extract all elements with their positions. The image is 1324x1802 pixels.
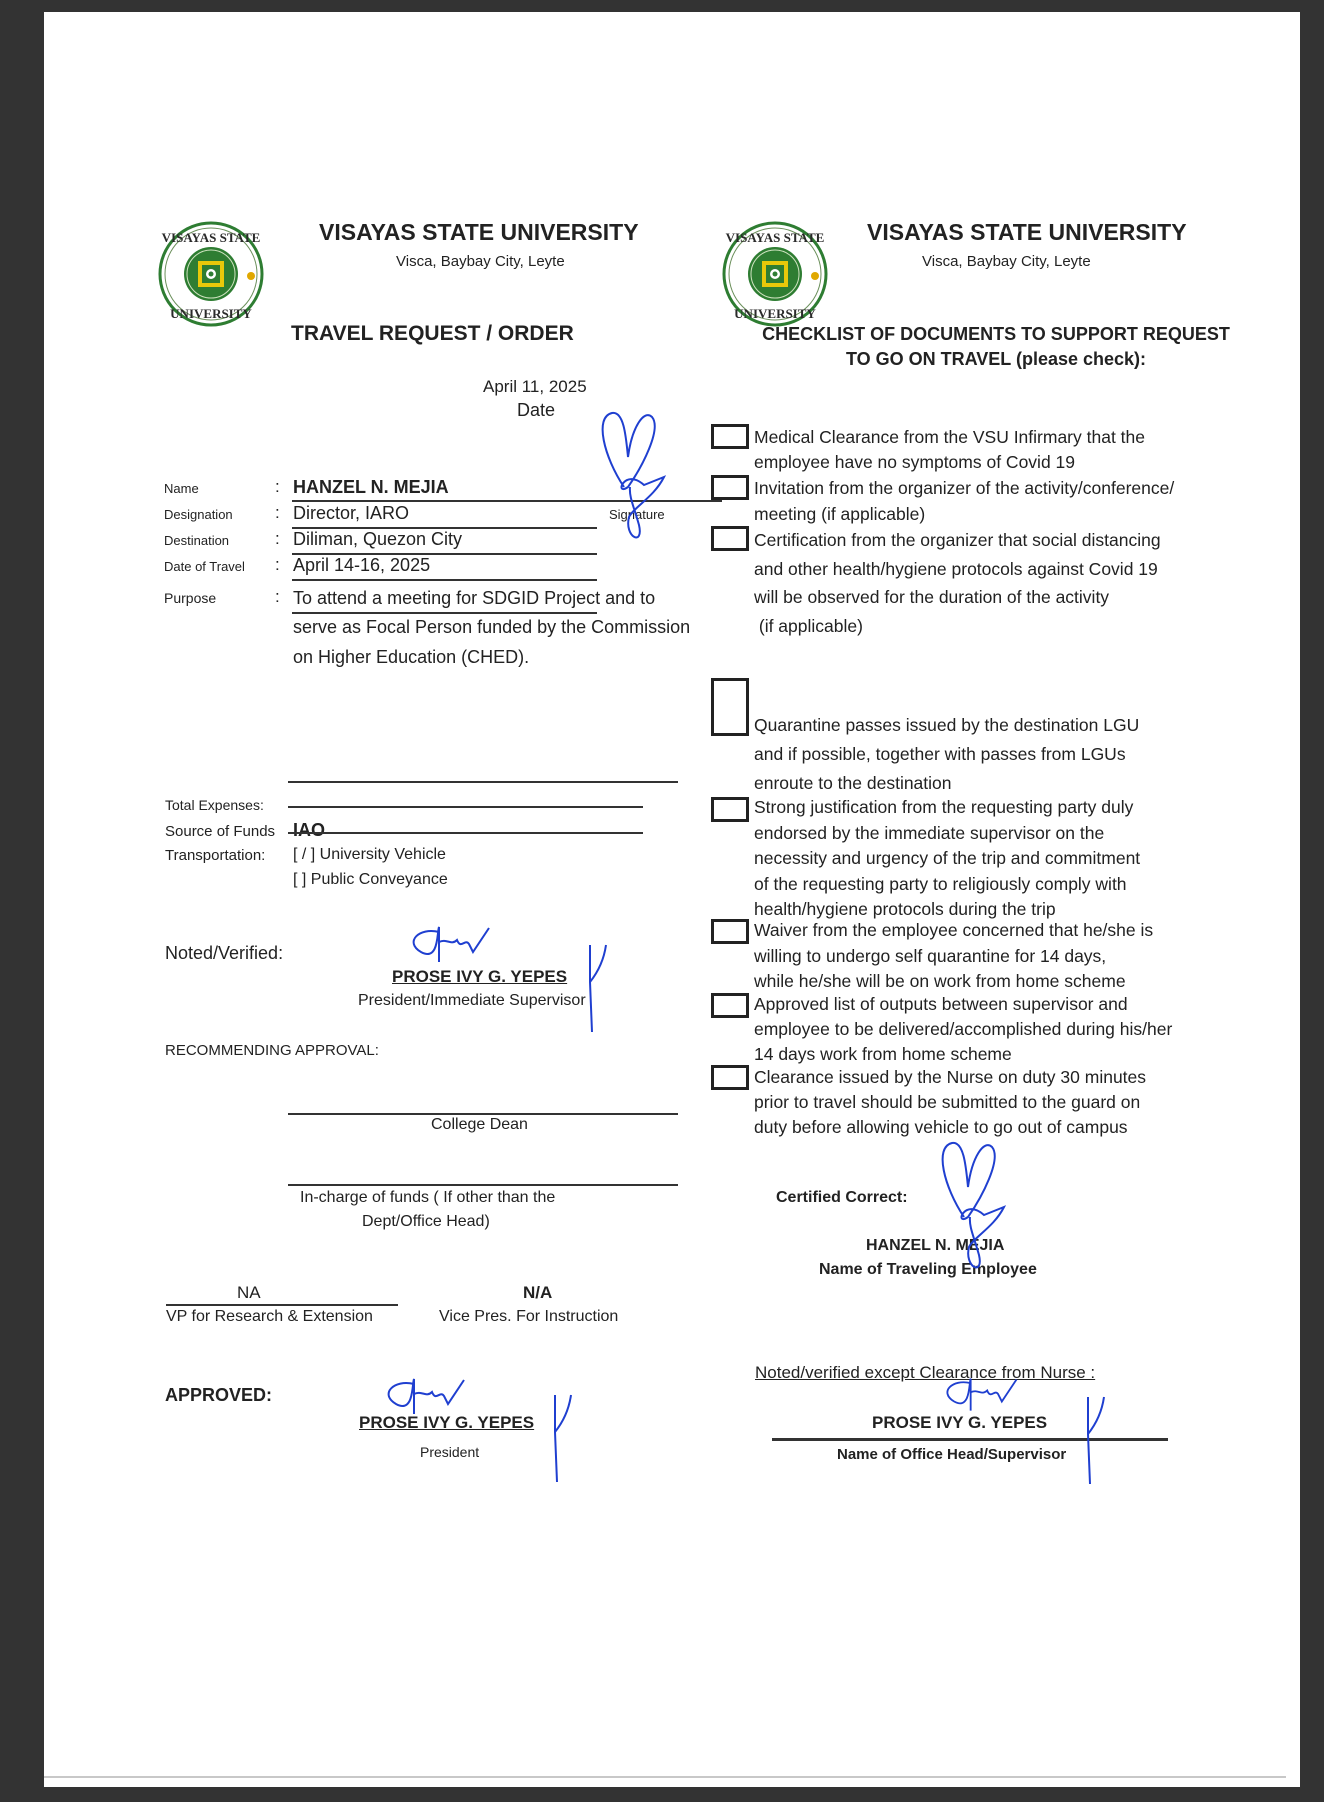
purpose-line-1[interactable]: To attend a meeting for SDGID Project and to: [293, 588, 656, 608]
source-of-funds-label: Source of Funds: [165, 823, 276, 840]
checklist-line: Invitation from the organizer of the activity/conference/: [754, 478, 1175, 498]
signature-initial-icon: [584, 937, 614, 1037]
checklist-item-waiver: [754, 918, 1153, 995]
incharge-label-line-1: In-charge of funds ( If other than the: [300, 1189, 556, 1206]
vp-instruction-label: Vice Pres. For Instruction: [439, 1308, 619, 1325]
vp-instruction-value: N/A: [523, 1283, 553, 1302]
approved-signatory-name: PROSE IVY G. YEPES: [359, 1413, 535, 1432]
checklist-checkbox-nurse-clearance[interactable]: [711, 1065, 749, 1090]
noted-verified-label: Noted/Verified:: [165, 943, 284, 963]
noted-signatory-name: PROSE IVY G. YEPES: [392, 967, 568, 986]
transport-option-public-conveyance[interactable]: [ ] Public Conveyance: [293, 871, 448, 888]
request-date-value: April 11, 2025: [483, 377, 587, 396]
university-name: VISAYAS STATE UNIVERSITY: [867, 219, 1187, 245]
checklist-line: of the requesting party to religiously comply with: [754, 873, 1127, 894]
checklist-line: Medical Clearance from the VSU Infirmary that the: [754, 427, 1145, 447]
colon: :: [275, 529, 280, 548]
date-of-travel-underline: [292, 579, 597, 581]
svg-text:VISAYAS STATE: VISAYAS STATE: [161, 230, 261, 245]
checklist-line: 14 days work from home scheme: [754, 1044, 1012, 1064]
vp-research-label: VP for Research & Extension: [166, 1308, 373, 1325]
checklist-checkbox-approved-outputs[interactable]: [711, 993, 749, 1018]
document-page: [44, 12, 1300, 1787]
checklist-checkbox-waiver[interactable]: [711, 919, 749, 944]
page-bottom-edge: [44, 1776, 1286, 1778]
checklist-checkbox-strong-justification[interactable]: [711, 797, 749, 822]
checklist-line: will be observed for the duration of the activity: [754, 587, 1110, 607]
checklist-line: meeting (if applicable): [754, 504, 926, 524]
checklist-line: endorsed by the immediate supervisor on the: [754, 822, 1105, 843]
checklist-checkbox-certification[interactable]: [711, 526, 749, 551]
name-label: Name: [164, 481, 199, 496]
signature-initial-icon: [549, 1387, 579, 1487]
recommending-approval-label: RECOMMENDING APPROVAL:: [165, 1042, 379, 1059]
checklist-line: Quarantine passes issued by the destination LGU: [754, 715, 1140, 735]
date-of-travel-label: Date of Travel: [164, 559, 245, 574]
checklist-line: enroute to the destination: [754, 773, 952, 793]
date-label: Date: [517, 400, 556, 420]
office-head-name: PROSE IVY G. YEPES: [872, 1413, 1048, 1432]
name-underline: [292, 500, 722, 502]
checklist-checkbox-invitation[interactable]: [711, 475, 749, 500]
signature-mejia-icon: [584, 407, 674, 547]
checklist-checkbox-quarantine-passes[interactable]: [711, 678, 749, 736]
office-head-signature-line: [772, 1438, 1168, 1441]
source-of-funds-underline: [288, 832, 643, 834]
name-value[interactable]: HANZEL N. MEJIA: [293, 477, 449, 497]
checklist-line: and if possible, together with passes from LGUs: [754, 744, 1126, 764]
checklist-line: Waiver from the employee concerned that he/she is: [754, 920, 1154, 940]
university-address: Visca, Baybay City, Leyte: [396, 253, 565, 270]
checklist-checkbox-medical-clearance[interactable]: [711, 424, 749, 449]
approved-label: APPROVED:: [165, 1385, 273, 1405]
university-address: Visca, Baybay City, Leyte: [922, 253, 1091, 270]
checklist-line: duty before allowing vehicle to go out of campus: [754, 1117, 1128, 1137]
checklist-line: employee to be delivered/accomplished during his/her: [754, 1019, 1173, 1039]
checklist-item-certification: [754, 526, 1161, 640]
traveling-employee-caption: Name of Traveling Employee: [819, 1261, 1037, 1278]
checklist-line: prior to travel should be submitted to the guard on: [754, 1092, 1141, 1112]
vsu-seal-logo-icon: [157, 220, 265, 328]
checklist-item-quarantine-passes: [754, 711, 1139, 798]
svg-text:VISAYAS STATE: VISAYAS STATE: [725, 230, 825, 245]
source-of-funds-value[interactable]: IAO: [293, 820, 326, 840]
checklist-item-strong-justification: [754, 795, 1140, 923]
total-expenses-underline: [288, 806, 643, 808]
designation-label: Designation: [164, 507, 233, 522]
colon: :: [275, 587, 280, 606]
vp-research-value: NA: [237, 1283, 261, 1302]
purpose-line-2: serve as Focal Person funded by the Commission: [293, 617, 691, 637]
extra-underline: [288, 781, 678, 783]
purpose-line-3: on Higher Education (CHED).: [293, 647, 530, 667]
checklist-item-medical-clearance: [754, 425, 1145, 475]
signature-mejia-icon: [924, 1137, 1014, 1277]
checklist-line: health/hygiene protocols during the trip: [754, 899, 1056, 919]
checklist-item-approved-outputs: [754, 992, 1172, 1067]
checklist-line: willing to undergo self quarantine for 14 days,: [754, 945, 1107, 966]
checklist-line: necessity and urgency of the trip and commitment: [754, 848, 1141, 868]
colon: :: [275, 503, 280, 522]
vp-research-signature-line: [166, 1304, 398, 1306]
checklist-title-line-1: CHECKLIST OF DOCUMENTS TO SUPPORT REQUEST: [762, 324, 1230, 344]
colon: :: [275, 555, 280, 574]
university-name: VISAYAS STATE UNIVERSITY: [319, 219, 639, 245]
incharge-label-line-2: Dept/Office Head): [362, 1213, 490, 1230]
svg-text:UNIVERSITY: UNIVERSITY: [170, 306, 252, 321]
purpose-underline: [292, 612, 597, 614]
traveling-employee-name: HANZEL N. MEJIA: [866, 1237, 1005, 1254]
approved-signatory-title: President: [420, 1444, 480, 1460]
destination-label: Destination: [164, 533, 230, 548]
certified-correct-label: Certified Correct:: [776, 1189, 908, 1206]
checklist-item-invitation: [754, 475, 1174, 527]
college-dean-signature-line: [288, 1113, 678, 1115]
date-of-travel-value[interactable]: April 14-16, 2025: [293, 555, 431, 575]
purpose-label: Purpose: [164, 590, 217, 606]
checklist-item-nurse-clearance: [754, 1065, 1146, 1140]
transportation-label: Transportation:: [165, 847, 266, 864]
checklist-line: Clearance issued by the Nurse on duty 30 minutes: [754, 1067, 1147, 1087]
checklist-line: Strong justification from the requesting party duly: [754, 797, 1134, 817]
destination-value[interactable]: Diliman, Quezon City: [293, 529, 463, 549]
checklist-line: (if applicable): [754, 615, 863, 636]
checklist-line: employee have no symptoms of Covid 19: [754, 452, 1075, 472]
noted-signatory-title: President/Immediate Supervisor: [358, 992, 586, 1009]
incharge-signature-line: [288, 1184, 678, 1186]
checklist-line: and other health/hygiene protocols against Covid 19: [754, 558, 1158, 579]
office-head-caption: Name of Office Head/Supervisor: [837, 1446, 1067, 1463]
signature-label: Signature: [609, 507, 665, 522]
college-dean-label: College Dean: [431, 1116, 528, 1133]
svg-text:UNIVERSITY: UNIVERSITY: [734, 306, 816, 321]
checklist-line: Approved list of outputs between supervisor and: [754, 994, 1128, 1014]
checklist-line: while he/she will be on work from home scheme: [754, 971, 1126, 991]
total-expenses-label: Total Expenses:: [165, 797, 264, 813]
checklist-line: Certification from the organizer that social distancing: [754, 530, 1161, 550]
transport-option-university-vehicle[interactable]: [ / ] University Vehicle: [293, 846, 446, 863]
noted-except-nurse-label: Noted/verified except Clearance from Nurse :: [755, 1363, 1096, 1382]
colon: :: [275, 477, 280, 496]
form-title: TRAVEL REQUEST / ORDER: [291, 322, 574, 345]
vsu-seal-logo-icon: [721, 220, 829, 328]
checklist-title-line-2: TO GO ON TRAVEL (please check):: [845, 349, 1147, 369]
designation-value[interactable]: Director, IARO: [293, 503, 410, 523]
